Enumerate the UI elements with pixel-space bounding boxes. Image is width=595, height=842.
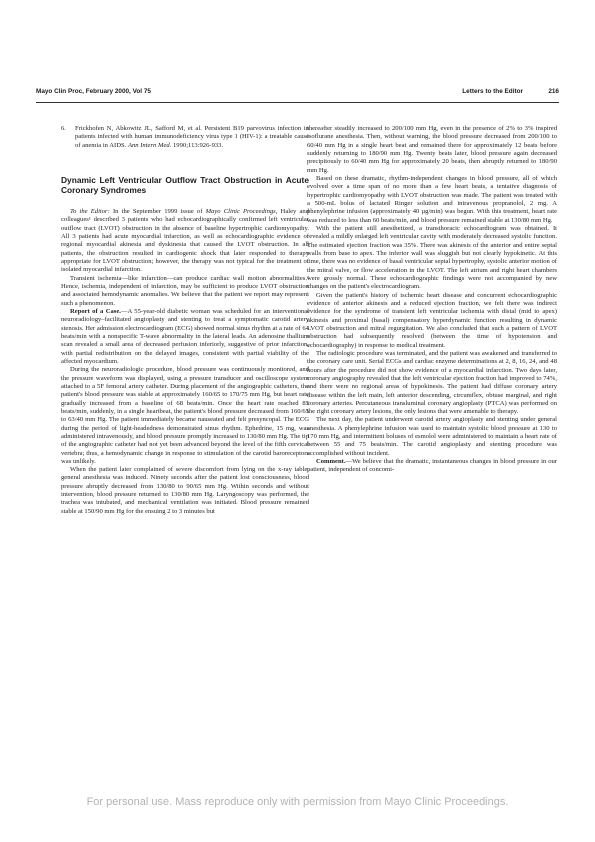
- section-name: Letters to the Editor: [462, 88, 523, 95]
- page-number: 216: [548, 88, 559, 95]
- usage-notice: For personal use. Mass reproduce only with permission from Mayo Clinic Proceedings.: [86, 796, 509, 808]
- reference-journal: Ann Intern Med.: [127, 141, 172, 149]
- salutation: To the Editor:: [70, 207, 110, 215]
- article-title: Dynamic Left Ventricular Outflow Tract Obstruction in Acute Coronary Syndromes: [61, 174, 309, 196]
- case-heading: Report of a Case.: [70, 307, 121, 315]
- reference-text: Frickhofen N, Abkowitz JL, Safford M, et al. Persistent B19 parvovirus infection in patients infected with human immunodeficiency virus type 1 (HIV-1): a treatable cause of anemia in AIDS. Ann Intern Med. 1990;113:926-933.: [75, 125, 309, 149]
- paragraph: The next day, the patient underwent carotid artery angioplasty and stenting under general anesthesia. A phenylephrine infusion was used to maintain systolic blood pressure at 130 to 170 mm Hg, and intermittent boluses of esmolol were administered to maintain a heart rate of between 55 and 75 beats/min. The carotid angioplasty and stenting procedure was accomplished without incident.: [307, 416, 557, 457]
- paragraph: The radiologic procedure was terminated, and the patient was awakened and transferred to the coronary care unit. Serial ECGs and cardiac enzyme determinations at 2, 8, 16, 24, and 48 hours after the procedure did not show evidence of a myocardial infarction. Two days later, coronary angiography revealed that the left ventricular ejection fraction had improved to 74%, and there were no regional areas of hypokinesis. The patient had diffuse coronary artery disease within the left main, left anterior descending, circumflex, obtuse marginal, and right coronary arteries. Percutaneous transluminal coronary angioplasty (PTCA) was performed on the right coronary artery lesions, the only lesions that were amenable to therapy.: [307, 349, 557, 416]
- comment-heading: Comment.: [316, 458, 346, 466]
- paragraph: When the patient later complained of severe discomfort from lying on the x-ray table, general anesthesia was induced. Ninety seconds after the patient lost consciousness, blood pressure abruptly decreased from 130/80 to 90/65 mm Hg. Within seconds and without intervention, blood pressure returned to 130/80 mm Hg. Laryngoscopy was performed, the trachea was intubated, and mechanical ventilation was initiated. Blood pressure remained stable at 150/90 mm Hg for the ensuing 2 to 3 minutes but: [61, 466, 309, 515]
- running-header: [36, 88, 559, 102]
- paragraph: Given the patient's history of ischemic heart disease and concurrent echocardiographic evidence of anterior akinesis and a reduced ejection fraction, we felt there was indirect evidence for the syndrome of transient left ventricular ischemia with distal (mid to apex) akinesis and proximal (basal) compensatory hyperdynamic function resulting in dynamic LVOT obstruction and mitral regurgitation. We also concluded that such a pattern of LVOT obstruction had subsequently resolved (between the time of hypotension and echocardiography) in response to medical treatment.: [307, 291, 557, 349]
- right-column: [307, 125, 557, 475]
- journal-citation: Mayo Clin Proc, February 2000, Vol 75: [36, 88, 151, 95]
- reference-number: 6.: [61, 125, 66, 132]
- journal-name: Mayo Clinic Proceedings: [205, 207, 276, 215]
- paragraph: Report of a Case.—A 55-year-old diabetic woman was scheduled for an interventional neuroradiology–facilitated angioplasty and stenting to treat a symptomatic carotid artery stenosis. Her admission electrocardiogram (ECG) showed normal sinus rhythm at a rate of 64 beats/min with a nonspecific T-wave abnormality in the lateral leads. An adenosine thallium scan revealed a small area of decreased perfusion inferiorly, suggestive of prior infarction, with partial redistribution on the delayed images, consistent with partial viability of the affected myocardium.: [61, 307, 309, 365]
- paragraph: Comment.—We believe that the dramatic, instantaneous changes in blood pressure in our patient, independent of concomi-: [307, 458, 557, 474]
- reference-item: [61, 125, 309, 150]
- paragraph: Transient ischemia—like infarction—can produce cardiac wall motion abnormalities.² Hence, ischemia, independent of infarction, may be sufficient to produce LVOT obstruction and associated hemodynamic anomalies. We believe that the patient we report may represent such a phenomenon.: [61, 274, 309, 307]
- paragraph: thereafter steadily increased to 200/100 mm Hg, even in the presence of 2% to 3% inspired isoflurane anesthesia. Then, without warning, the blood pressure decreased from 200/100 to 60/40 mm Hg in a single heart beat and remained there for approximately 12 beats before suddenly returning to 180/90 mm Hg. Twenty beats later, blood pressure again decreased precipitously to 60/40 mm Hg for approximately 20 beats, then abruptly returned to 180/90 mm Hg.: [307, 125, 557, 174]
- paragraph: Based on these dramatic, rhythm-independent changes in blood pressure, all of which evolved over a time span of no more than a few heart beats, a tentative diagnosis of hypertrophic cardiomyopathy with LVOT obstruction was made. The patient was treated with a 500-mL bolus of lactated Ringer solution and intravenous propranolol, 2 mg. A phenylephrine infusion (approximately 40 µg/min) was begun. With this treatment, heart rate was reduced to less than 60 beats/min, and blood pressure remained stable at 130/80 mm Hg.: [307, 174, 557, 224]
- left-column: [61, 125, 309, 516]
- paragraph: With the patient still anesthetized, a transthoracic echocardiogram was obtained. It revealed a mildly enlarged left ventricular cavity with moderately decreased systolic function. The estimated ejection fraction was 35%. There was akinesis of the anterior and entire septal walls from base to apex. The inferior wall was sluggish but not clearly hypokinetic. At this time, there was no evidence of basal ventricular septal hypertrophy, systolic anterior motion of the mitral valve, or flow acceleration in the LVOT. The left atrium and right heart chambers were grossly normal. These echocardiographic findings were not accompanied by new changes on the patient's electrocardiogram.: [307, 224, 557, 291]
- paragraph: During the neuroradiologic procedure, blood pressure was continuously monitored, and the pressure waveform was displayed, using a pressure transducer and oscilloscope system attached to a 5F femoral artery catheter. During placement of the angiographic catheters, the patient's blood pressure was stable at approximately 160/65 to 170/75 mm Hg, but heart rate gradually increased from a baseline of 68 beats/min. Once the heart rate reached 85 beats/min, suddenly, in a single heartbeat, the patient's blood pressure decreased from 160/65 to 63/40 mm Hg. The patient immediately became nauseated and felt presyncopal. The ECG during the period of light-headedness demonstrated sinus rhythm. Ephedrine, 15 mg, was administered intravenously, and blood pressure promptly increased to 130/80 mm Hg. The tip of the angiographic catheter had not yet been advanced beyond the level of the fifth cervical vertebra; thus, a hemodynamic change in response to stimulation of the carotid baroreceptors was unlikely.: [61, 366, 309, 465]
- header-rule: [36, 102, 559, 103]
- paragraph: To the Editor: In the September 1999 issue of Mayo Clinic Proceedings, Haley and colleagues¹ described 3 patients who had echocardiographically confirmed left ventricular outflow tract (LVOT) obstruction in the absence of baseline hypertrophic cardiomyopathy. All 3 patients had acute myocardial infarction, as well as echocardiographic evidence of regional myocardial akinesia and dyskinesia that caused the LVOT obstruction. In all patients, the obstruction resulted in cardiogenic shock that later responded to therapy appropriate for LVOT obstruction; however, the therapy was not typical for the treatment of isolated myocardial infarction.: [61, 207, 309, 274]
